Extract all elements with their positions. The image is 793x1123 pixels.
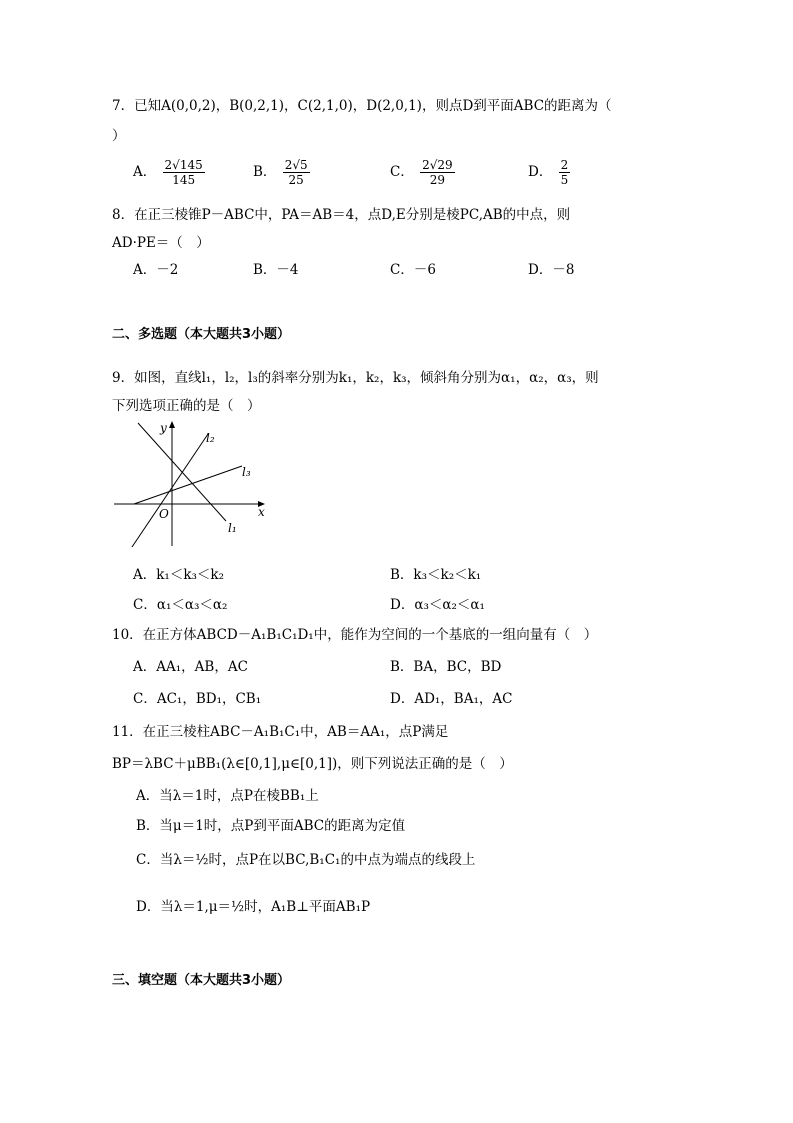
q9-option-a: A．k₁＜k₃＜k₂: [133, 567, 225, 583]
line-l2: [132, 434, 208, 547]
q9-option-d: D．α₃＜α₂＜α₁: [390, 597, 485, 613]
section-heading-multiple-choice: 二、多选题（本大题共3小题）: [112, 327, 291, 342]
q10-stem-line1: 10．在正方体ABCD－A₁B₁C₁D₁中，能作为空间的一个基底的一组向量有（ ）: [112, 627, 598, 643]
q7-option-d-letter: D．: [528, 164, 553, 180]
q7-option-d-num: 2: [560, 158, 569, 172]
q7-option-b-fraction: [283, 158, 310, 187]
q7-option-a-fraction: [163, 158, 205, 187]
origin-label: O: [159, 507, 169, 521]
q7-option-b: [253, 158, 312, 187]
q7-option-d-fraction: [559, 158, 571, 187]
q7-option-b-num: 2√5: [284, 158, 308, 172]
q7-option-c-letter: C．: [390, 164, 414, 180]
q10-option-d: D．AD₁，BA₁，AC: [390, 691, 513, 707]
q7-stem-line1: 7．已知A(0,0,2)，B(0,2,1)，C(2,1,0)，D(2,0,1)，则点D到平面ABC的距离为（: [112, 98, 612, 114]
y-axis-label: y: [160, 421, 167, 435]
q10-option-a: A．AA₁，AB，AC: [133, 659, 248, 675]
q11-option-d: D．当λ＝1,μ＝½时，A₁B⊥平面AB₁P: [136, 899, 371, 915]
q9-figure: [112, 416, 282, 556]
q10-option-b: B．BA，BC，BD: [390, 659, 502, 675]
q11-stem-line2: BP＝λBC＋μBB₁(λ∈[0,1],μ∈[0,1])，则下列说法正确的是（ ）: [112, 756, 513, 772]
q8-stem-line2: AD·PE＝（ ）: [112, 235, 210, 251]
q7-stem-line2: ）: [112, 128, 126, 144]
q10-option-c: C．AC₁，BD₁，CB₁: [133, 691, 262, 707]
q7-option-d-den: 5: [560, 173, 569, 187]
q9-stem-line2: 下列选项正确的是（ ）: [112, 398, 261, 414]
q8-stem-line1: 8．在正三棱锥P－ABC中，PA＝AB＝4，点D,E分别是棱PC,AB的中点，则: [112, 207, 571, 223]
q7-option-a: [133, 158, 207, 187]
q9-option-c: C．α₁＜α₃＜α₂: [133, 597, 228, 613]
q9-option-b: B．k₃＜k₂＜k₁: [390, 567, 482, 583]
q9-stem-line1: 9．如图，直线l₁，l₂，l₃的斜率分别为k₁，k₂，k₃，倾斜角分别为α₁，α₂，α₃，则: [112, 370, 599, 386]
l1-label: l₁: [228, 521, 237, 535]
q11-option-c: C．当λ＝½时，点P在以BC,B₁C₁的中点为端点的线段上: [136, 852, 476, 868]
q11-option-a: A．当λ＝1时，点P在棱BB₁上: [136, 788, 319, 804]
q7-option-c: [390, 158, 457, 187]
q7-option-d: [528, 158, 572, 187]
q7-option-a-letter: A．: [133, 164, 157, 180]
q7-option-a-den: 145: [172, 173, 196, 187]
q7-option-b-letter: B．: [253, 164, 277, 180]
q7-option-a-num: 2√145: [164, 158, 203, 172]
l2-label: l₂: [206, 431, 215, 445]
q11-stem-line1: 11．在正三棱柱ABC－A₁B₁C₁中，AB＝AA₁，点P满足: [112, 724, 449, 740]
q8-option-b: B．－4: [253, 262, 299, 278]
l3-label: l₃: [242, 465, 251, 479]
q7-option-c-fraction: [420, 158, 455, 187]
q8-option-d: D．－8: [528, 262, 575, 278]
q8-option-c: C．－6: [390, 262, 436, 278]
q7-option-c-den: 29: [429, 173, 446, 187]
q8-option-a: A．－2: [133, 262, 179, 278]
line-l3: [134, 466, 242, 504]
q7-option-c-num: 2√29: [422, 158, 453, 172]
q7-option-b-den: 25: [288, 173, 304, 187]
x-axis-label: x: [258, 505, 265, 519]
section-heading-fill-in: 三、填空题（本大题共3小题）: [112, 973, 291, 988]
q11-option-b: B．当μ＝1时，点P到平面ABC的距离为定值: [136, 818, 406, 834]
